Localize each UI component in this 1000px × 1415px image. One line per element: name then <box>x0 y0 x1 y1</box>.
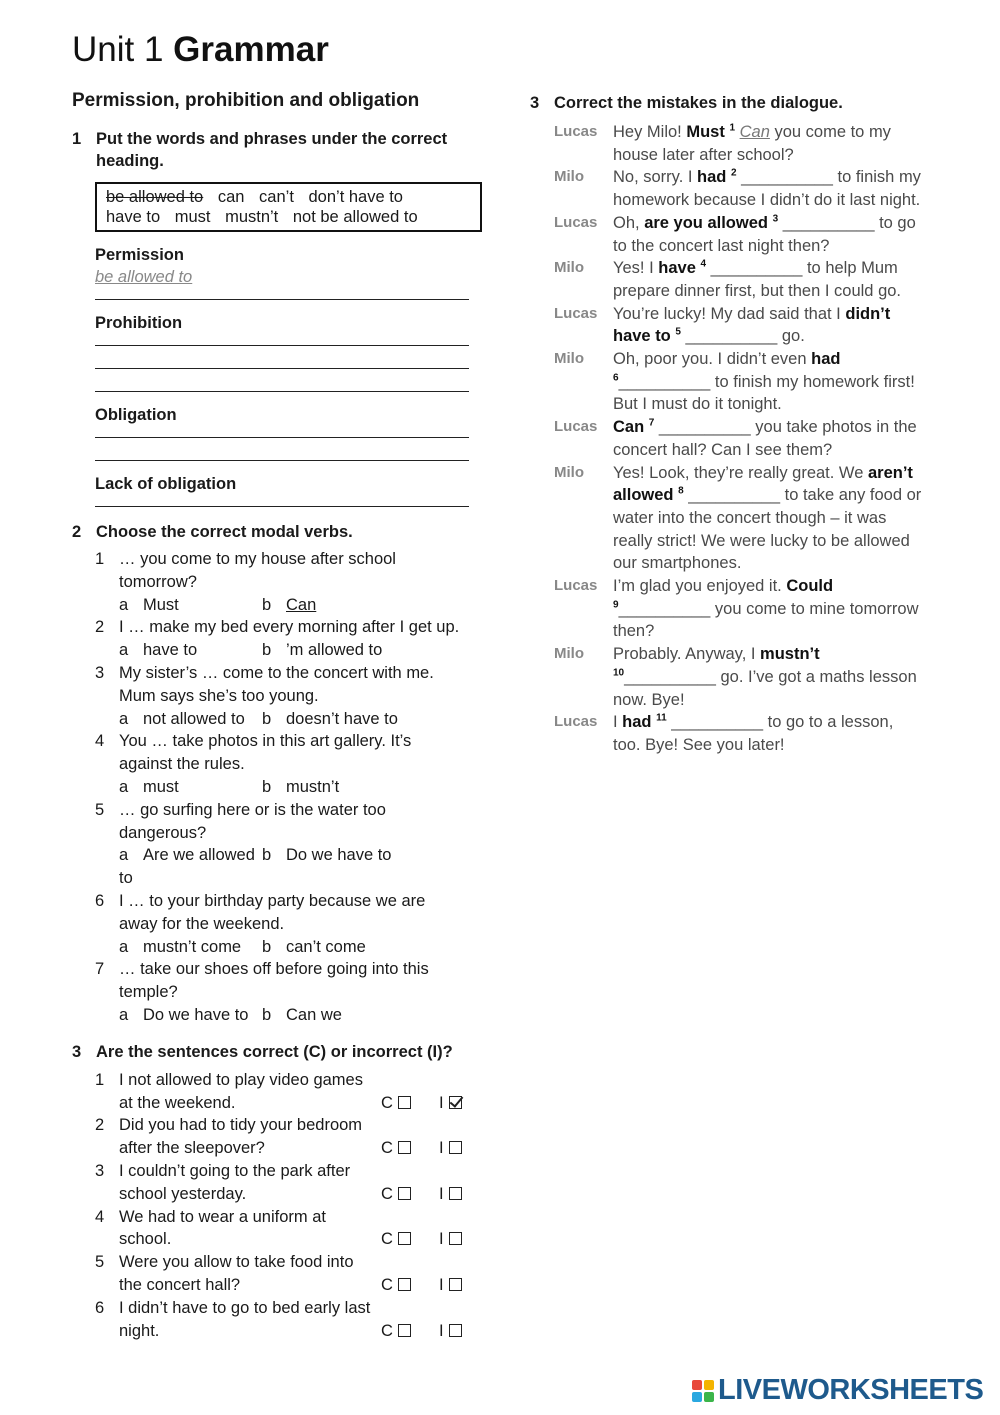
dialogue-line: Milo Yes! I have $^4$ __________ to help Mum prepare dinner first, but then I could go. <box>554 257 940 302</box>
answer-line[interactable] <box>95 369 469 392</box>
option-a[interactable]: a have to <box>119 641 198 660</box>
speaker: Lucas <box>554 713 598 731</box>
word-can: can <box>217 188 245 206</box>
list-item: 3 My sister’s … come to the concert with me. Mum says she’s too young. a not allowed to b doesn’t have to <box>95 662 482 730</box>
word-box <box>95 182 482 232</box>
heading-prohibition: Prohibition <box>95 314 183 332</box>
answer-line[interactable] <box>95 495 469 507</box>
heading-lack-of-obligation: Lack of obligation <box>95 475 237 493</box>
correct-checkbox[interactable]: C <box>381 1092 439 1115</box>
incorrect-checkbox[interactable]: I <box>439 1274 462 1297</box>
dialogue-line: Lucas I had $^{11}$ __________ to go to a lesson, too. Bye! See you later! <box>554 711 940 756</box>
option-b[interactable]: b Do we have to <box>262 846 392 865</box>
liveworksheets-logo <box>692 1374 983 1407</box>
word-cant: can’t <box>259 188 294 206</box>
dialogue-line: Lucas Oh, are you allowed $^3$ __________ to go to the concert last night then? <box>554 212 940 257</box>
left-column <box>72 90 482 1342</box>
answer-line[interactable] <box>95 334 469 346</box>
checkmark-icon <box>449 1096 462 1109</box>
dialogue-line: Milo Yes! Look, they’re really great. We aren’t allowed $^8$ __________ to take any food or water into the concert though – it was really strict! We were lucky to be allowed our smartphones. <box>554 462 940 576</box>
logo-icon <box>692 1380 714 1402</box>
example-answer: be allowed to <box>95 268 193 286</box>
option-b[interactable]: b can’t come <box>262 937 366 956</box>
speaker: Lucas <box>554 213 598 231</box>
dialogue-line: Lucas I’m glad you enjoyed it. Could $^9$__________ you come to mine tomorrow then? <box>554 575 940 643</box>
heading-obligation: Obligation <box>95 406 177 424</box>
list-item: 2 Did you had to tidy your bedroom after the sleepover? C I <box>95 1114 482 1160</box>
answer-blank[interactable]: __________ <box>685 327 778 346</box>
option-b[interactable]: b mustn’t <box>262 777 340 796</box>
speaker: Milo <box>554 168 584 186</box>
option-a[interactable]: a must <box>119 777 179 796</box>
exercise-2-items <box>95 548 482 1027</box>
speaker: Lucas <box>554 418 598 436</box>
speaker: Milo <box>554 645 584 663</box>
dialogue <box>554 121 940 757</box>
speaker: Lucas <box>554 123 598 140</box>
answer-blank[interactable]: __________ <box>688 486 781 505</box>
dialogue-instruction: 3 Correct the mistakes in the dialogue. <box>530 94 843 112</box>
word-be-allowed-to: be allowed to <box>106 188 204 206</box>
list-item: 5 Were you allow to take food into the concert hall? C I <box>95 1251 482 1297</box>
list-item: 7 … take our shoes off before going into this temple? a Do we have to b Can we <box>95 958 482 1026</box>
incorrect-checkbox[interactable]: I <box>439 1183 462 1206</box>
answer-line[interactable] <box>95 346 469 369</box>
option-b[interactable]: b ’m allowed to <box>262 641 383 660</box>
heading-permission: Permission <box>95 246 184 264</box>
word-must: must <box>174 208 211 226</box>
option-a[interactable]: a Must <box>119 595 179 614</box>
section-title: Permission, prohibition and obligation <box>72 90 420 111</box>
right-column <box>530 92 940 757</box>
answer-blank[interactable]: __________ <box>710 259 803 278</box>
answer-blank[interactable]: __________ <box>782 213 875 232</box>
answer-line[interactable] <box>95 426 469 438</box>
word-not-be-allowed-to: not be allowed to <box>292 208 418 226</box>
exercise-1-instruction: 1 Put the words and phrases under the correct heading. <box>72 130 448 170</box>
list-item: 4 You … take photos in this art gallery. It’s against the rules. a must b mustn’t <box>95 730 482 798</box>
answer-blank[interactable]: __________ <box>671 713 764 732</box>
correct-checkbox[interactable]: C <box>381 1274 439 1297</box>
option-a[interactable]: a mustn’t come <box>119 937 242 956</box>
speaker: Milo <box>554 350 584 368</box>
list-item: 4 We had to wear a uniform at school. C I <box>95 1206 482 1252</box>
dialogue-line: Milo Oh, poor you. I didn’t even had $^6$__________ to finish my homework first! But I must do it tonight. <box>554 348 940 416</box>
dialogue-line: Milo Probably. Anyway, I mustn’t $^{10}$__________ go. I’ve got a maths lesson now. Bye! <box>554 643 940 711</box>
option-a[interactable]: a Do we have to <box>119 1005 249 1024</box>
exercise-2-instruction: 2 Choose the correct modal verbs. <box>72 523 353 541</box>
dialogue-line: Lucas You’re lucky! My dad said that I didn’t have to $^5$ __________ go. <box>554 303 940 348</box>
exercise-3-items <box>95 1069 482 1343</box>
speaker: Lucas <box>554 304 598 322</box>
exercise-3-instruction: 3 Are the sentences correct (C) or incorrect (I)? <box>72 1042 453 1061</box>
word-dont-have-to: don’t have to <box>308 188 403 206</box>
correct-checkbox[interactable]: C <box>381 1137 439 1160</box>
speaker: Milo <box>554 259 584 277</box>
answer-blank[interactable]: __________ <box>618 599 711 618</box>
answer-blank[interactable]: __________ <box>618 372 711 391</box>
incorrect-checkbox[interactable]: I <box>439 1228 462 1251</box>
list-item: 1 I not allowed to play video games at the weekend. C I <box>95 1069 482 1115</box>
answer-blank[interactable]: __________ <box>624 667 716 686</box>
dialogue-line: Lucas Can $^7$ __________ you take photos in the concert hall? Can I see them? <box>554 416 940 461</box>
incorrect-checkbox[interactable]: I <box>439 1137 462 1160</box>
headings-area <box>95 244 469 507</box>
option-a[interactable]: a not allowed to <box>119 709 245 728</box>
list-item: 6 I didn’t have to go to bed early last night. C I <box>95 1297 482 1343</box>
speaker: Lucas <box>554 577 598 595</box>
list-item: 6 I … to your birthday party because we are away for the weekend. a mustn’t come b can’t come <box>95 890 482 958</box>
dialogue-line: Lucas Hey Milo! Must $^1$ Can you come to my house later after school? <box>554 121 940 166</box>
list-item: 1 … you come to my house after school tomorrow? a Must b Can <box>95 548 482 616</box>
incorrect-checkbox[interactable]: I <box>439 1320 462 1343</box>
answer-blank[interactable]: __________ <box>658 418 751 437</box>
option-b[interactable]: b Can we <box>262 1005 342 1024</box>
example-answer: Can <box>739 123 770 141</box>
option-a[interactable]: a Are we allowed to <box>119 846 255 888</box>
speaker: Milo <box>554 463 584 481</box>
dialogue-line: Milo No, sorry. I had $^2$ __________ to finish my homework because I didn’t do it last night. <box>554 166 940 211</box>
page-title: Unit 1 Grammar <box>72 30 329 69</box>
incorrect-checkbox[interactable]: I <box>439 1092 462 1115</box>
correct-checkbox[interactable]: C <box>381 1183 439 1206</box>
correct-checkbox[interactable]: C <box>381 1320 439 1343</box>
list-item: 2 I … make my bed every morning after I get up. a have to b ’m allowed to <box>95 616 482 662</box>
answer-line[interactable] <box>95 290 469 300</box>
list-item: 3 I couldn’t going to the park after school yesterday. C I <box>95 1160 482 1206</box>
word-mustnt: mustn’t <box>225 208 279 226</box>
logo-text: LIVEWORKSHEETS <box>718 1374 984 1406</box>
answer-blank[interactable]: __________ <box>741 168 833 187</box>
correct-checkbox[interactable]: C <box>381 1228 439 1251</box>
word-have-to: have to <box>106 208 161 226</box>
answer-line[interactable] <box>95 438 469 461</box>
option-b[interactable]: b doesn’t have to <box>262 709 398 728</box>
list-item: 5 … go surfing here or is the water too dangerous? a Are we allowed to b Do we have to <box>95 799 482 890</box>
option-b[interactable]: b Can <box>262 595 317 614</box>
